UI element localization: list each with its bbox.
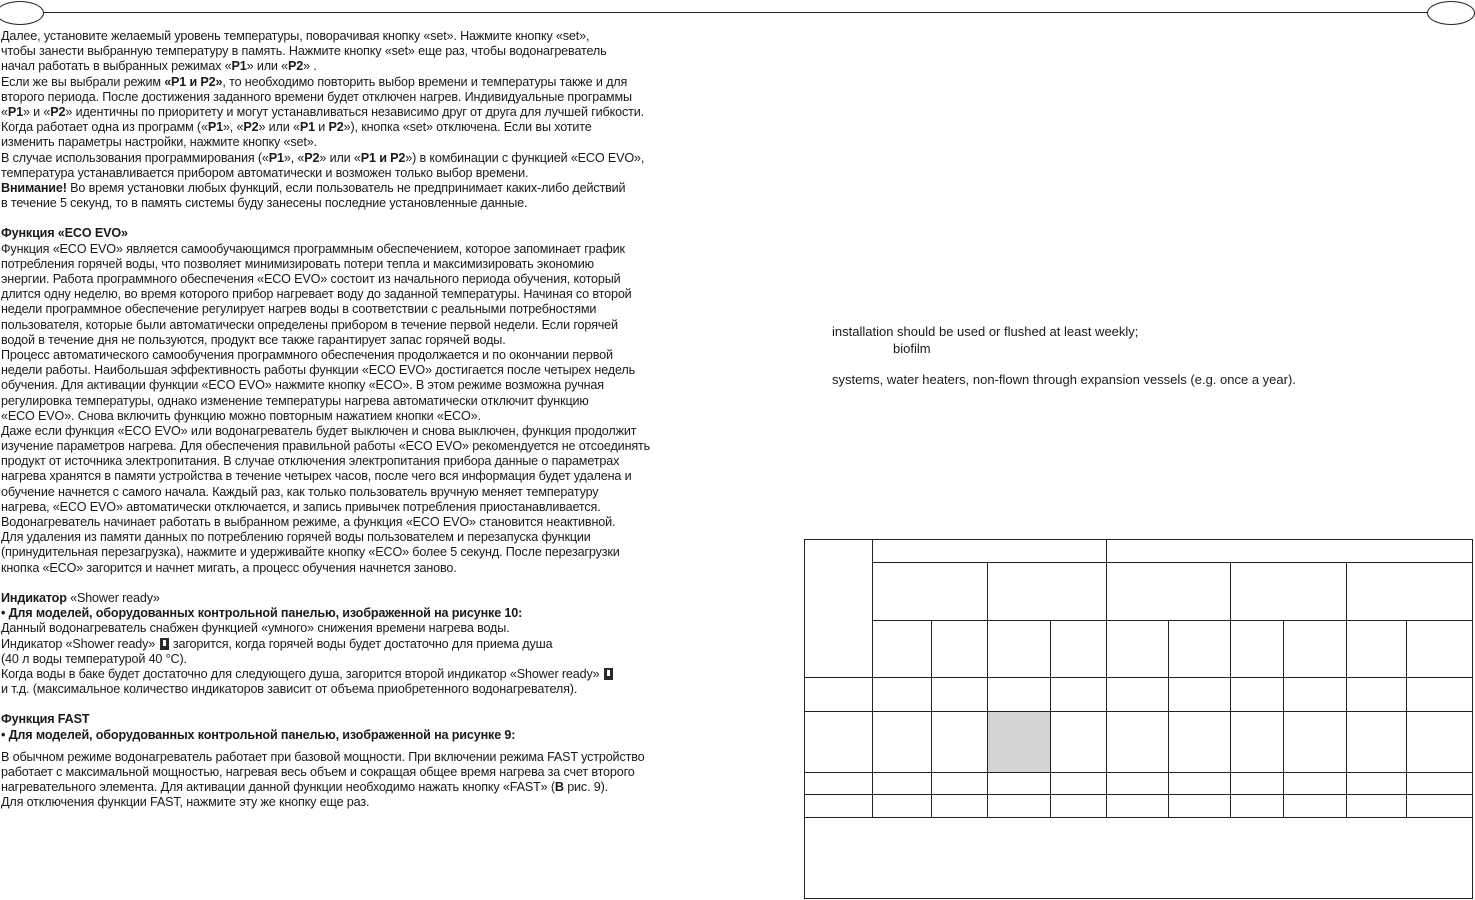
- paragraph-line: (принудительная перезагрузка), нажмите и удерживайте кнопку «ECO» более 5 секунд. После перезагрузки: [1, 545, 620, 560]
- shower-ready-icon: [604, 668, 613, 680]
- paragraph-line: Функция «ECO EVO» является самообучающимся программным обеспечением, которое запоминает график: [1, 241, 625, 256]
- paragraph-line: Для отключения функции FAST, нажмите эту же кнопку еще раз.: [1, 795, 370, 810]
- table-rule: [1283, 620, 1284, 817]
- paragraph-line: Далее, установите желаемый уровень температуры, поворачивая кнопку «set». Нажмите кнопку «set»,: [1, 29, 590, 43]
- table-rule: [1230, 562, 1231, 817]
- table-rule: [805, 794, 1472, 795]
- paragraph-line: начал работать в выбранных режимах «P1» или «P2» .: [1, 59, 317, 74]
- paragraph-line: нагревательного элемента. Для активации данной функции необходимо нажать кнопку «FAST» (B рис. 9).: [1, 780, 609, 795]
- paragraph-line: Когда работает одна из программ («P1», «P2» или «P1 и P2»), кнопка «set» отключена. Если вы хотите: [1, 120, 592, 135]
- paragraph-line: (40 л воды температурой 40 °С).: [1, 651, 187, 666]
- paragraph-line: «ECO EVO». Снова включить функцию можно повторным нажатием кнопки «ECO».: [1, 408, 481, 423]
- paragraph-line: потребления горячей воды, что позволяет минимизировать потери тепла и максимизировать экономию: [1, 256, 594, 271]
- paragraph-line: продукт от источника электропитания. В случае отключения электропитания прибора данные о параметрах: [1, 454, 620, 469]
- paragraph-line: энергии. Работа программного обеспечения «ECO EVO» состоит из начального периода обучения, который: [1, 272, 621, 286]
- table-rule: [872, 620, 1472, 621]
- paragraph-line: изучение параметров нагрева. Для обеспечения правильной работы «ECO EVO» рекомендуется не отсоединять: [1, 439, 651, 454]
- paragraph-line: изменить параметры настройки, нажмите кнопку «set».: [1, 135, 317, 150]
- shaded-cell: [988, 711, 1050, 772]
- paragraph-line: пользователя, которые были автоматически определены прибором в течение первой недели. Если горячей: [1, 317, 618, 332]
- table-rule: [805, 772, 1472, 773]
- paragraph-line: второго периода. После достижения заданного времени будет отключен нагрев. Индивидуальные программы: [1, 89, 632, 104]
- table-rule: [1346, 562, 1347, 817]
- empty-table: [804, 539, 1473, 899]
- table-rule: [1106, 540, 1107, 817]
- paragraph-line: нагрева, «ECO EVO» автоматически отключается, и запись привычек потребления приостанавливается.: [1, 499, 601, 514]
- table-rule: [872, 562, 1472, 563]
- paragraph-line: Данный водонагреватель снабжен функцией «умного» снижения времени нагрева воды.: [1, 621, 510, 636]
- paragraph-line: в течение 5 секунд, то в память системы буду занесены последние установленные данные.: [1, 196, 528, 211]
- paragraph-line: недели работы. Наибольшая эффективность работы функции «ECO EVO» достигается после четырех недель: [1, 363, 636, 378]
- table-rule: [1406, 620, 1407, 817]
- table-rule: [931, 620, 932, 817]
- paragraph-line: и т.д. (максимальное количество индикаторов зависит от объема приобретенного водонагревателя).: [1, 682, 578, 697]
- left-page-text: [1, 29, 681, 811]
- paragraph-line: «P1» и «P2» идентичны по приоритету и могут устанавливаться независимо друг от друга для лучшей гибкости.: [1, 104, 644, 119]
- page-number-tab-right: [1427, 1, 1475, 25]
- paragraph-line: Если же вы выбрали режим «P1 и P2», то необходимо повторить выбор времени и температуры также и для: [1, 74, 628, 89]
- paragraph-line: Внимание! Во время установки любых функций, если пользователь не предпринимает каких-либо действий: [1, 180, 626, 195]
- right-page-text-line: systems, water heaters, non-flown through expansion vessels (e.g. once a year).: [832, 372, 1296, 387]
- table-rule: [805, 817, 1472, 818]
- right-page-text-line: installation should be used or flushed at least weekly;: [832, 324, 1139, 339]
- paragraph-line: Даже если функция «ECO EVO» или водонагреватель будет выключен и снова выключен, функция продолжит: [1, 423, 637, 438]
- paragraph-line: В обычном режиме водонагреватель работает при базовой мощности. При включении режима FAST устройство: [1, 749, 645, 764]
- eco-evo-section: [1, 242, 681, 576]
- fast-subheading: • Для моделей, оборудованных контрольной панелью, изображенной на рисунке 9:: [1, 727, 516, 742]
- paragraph-line: В случае использования программирования («P1», «P2» или «P1 и P2») в комбинации с функцией «ECO EVO»,: [1, 150, 645, 165]
- fast-heading: Функция FAST: [1, 712, 90, 727]
- paragraph-line: работает с максимальной мощностью, нагревая весь объем и сокращая общее время нагрева за счет второго: [1, 765, 635, 779]
- table-rule: [1168, 620, 1169, 817]
- paragraph-line: температура устанавливается прибором автоматически и возможен только выбор времени.: [1, 165, 529, 180]
- paragraph-line: обучения. Для активации функции «ECO EVO» нажмите кнопку «ECO». В этом режиме возможна ручная: [1, 378, 604, 393]
- paragraph-line: длится одну неделю, во время которого прибор нагревает воду до заданной температуры. Начиная со второй: [1, 287, 632, 302]
- paragraph-line: Индикатор «Shower ready» загорится, когда горячей воды будет достаточно для приема душа: [1, 636, 553, 651]
- paragraph-line: Когда воды в баке будет достаточно для следующего душа, загорится второй индикатор «Shower ready»: [1, 667, 681, 682]
- paragraph-line: регулировка температуры, однако изменение температуры нагрева автоматически отключит функцию: [1, 393, 589, 408]
- table-rule: [987, 562, 988, 817]
- paragraph-line: кнопка «ECO» загорится и начнет мигать, а процесс обучения начнется заново.: [1, 560, 457, 575]
- paragraph-line: обучение начнется с самого начала. Каждый раз, как только пользователь вручную меняет температуру: [1, 484, 599, 499]
- table-rule: [1050, 620, 1051, 817]
- right-page-text-line: biofilm: [893, 341, 931, 356]
- programming-section: [1, 29, 681, 211]
- eco-evo-heading: Функция «ECO EVO»: [1, 226, 128, 241]
- table-rule: [805, 711, 1472, 712]
- shower-ready-icon: [160, 638, 169, 650]
- table-rule: [805, 677, 1472, 678]
- paragraph-line: Для удаления из памяти данных по потреблению горячей воды пользователем и перезапуска функции: [1, 530, 591, 545]
- shower-ready-heading: Индикатор «Shower ready»: [1, 590, 160, 605]
- paragraph-line: Водонагреватель начинает работать в выбранном режиме, а функция «ECO EVO» становится неактивной.: [1, 515, 616, 529]
- table-rule: [872, 540, 873, 817]
- paragraph-line: чтобы занести выбранную температуру в память. Нажмите кнопку «set» еще раз, чтобы водонагреватель: [1, 44, 607, 59]
- page-number-tab-left: [0, 1, 44, 25]
- paragraph-line: нагрева хранятся в памяти устройства в течение четырех часов, после чего вся информация будет удалена и: [1, 469, 632, 484]
- paragraph-line: Процесс автоматического самообучения программного обеспечения продолжается и по окончании первой: [1, 347, 613, 362]
- paragraph-line: недели программное обеспечение регулирует нагрев воды в соответствии с реальными потребностями: [1, 302, 597, 317]
- paragraph-line: водой в течение дня не пользуются, продукт все также гарантирует запас горячей воды.: [1, 332, 506, 347]
- shower-ready-subheading: • Для моделей, оборудованных контрольной панелью, изображенной на рисунке 10:: [1, 606, 523, 621]
- header-rule: [40, 12, 1430, 13]
